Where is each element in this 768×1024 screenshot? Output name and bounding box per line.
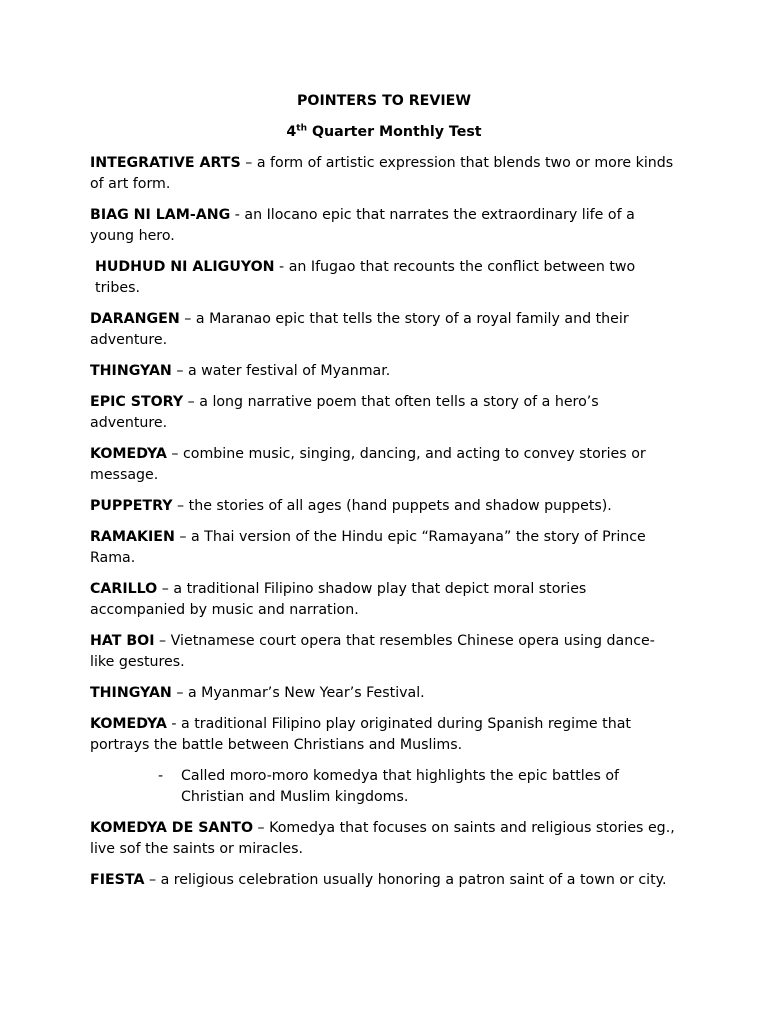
entry-separator: – [183, 394, 200, 410]
entry-definition: Komedya that focuses on saints and religious stories eg., live sof the saints or miracles. [90, 820, 675, 857]
entry-definition: Vietnamese court opera that resembles Chinese opera using dance-like gestures. [90, 633, 655, 670]
entry-term: KOMEDYA [90, 716, 167, 732]
entry-separator: – [171, 685, 188, 701]
entry-separator: – [253, 820, 270, 836]
entry-definition: a Myanmar’s New Year’s Festival. [187, 685, 425, 701]
glossary-entry [90, 309, 678, 351]
entry-separator: – [179, 311, 196, 327]
glossary-entry [90, 579, 678, 621]
glossary-entry [90, 392, 678, 434]
entry-definition: a long narrative poem that often tells a story of a hero’s adventure. [90, 394, 599, 431]
glossary-entry [90, 444, 678, 486]
document-subtitle [90, 123, 678, 141]
entry-list-after [90, 818, 678, 891]
subtitle-text: Quarter Monthly Test [307, 124, 482, 140]
entry-separator: - [166, 716, 182, 732]
glossary-entry [90, 683, 678, 704]
bullet-item [90, 766, 678, 808]
entry-list [90, 153, 678, 756]
entry-term: HAT BOI [90, 633, 155, 649]
entry-term: KOMEDYA [90, 446, 167, 462]
entry-definition: a Maranao epic that tells the story of a royal family and their adventure. [90, 311, 629, 348]
entry-separator: – [172, 498, 189, 514]
subtitle-superscript: th [296, 123, 308, 134]
entry-term: FIESTA [90, 872, 145, 888]
entry-term: THINGYAN [90, 363, 172, 379]
entry-definition: an Ilocano epic that narrates the extraordinary life of a young hero. [90, 207, 635, 244]
glossary-entry [90, 870, 678, 891]
entry-term: EPIC STORY [90, 394, 184, 410]
entry-separator: – [157, 581, 174, 597]
entry-definition: a traditional Filipino play originated during Spanish regime that portrays the battle between Christians and Muslims. [90, 716, 631, 753]
entry-separator: – [166, 446, 183, 462]
entry-definition: a traditional Filipino shadow play that depict moral stories accompanied by music and narration. [90, 581, 587, 618]
glossary-entry [90, 361, 678, 382]
entry-term: PUPPETRY [90, 498, 173, 514]
subtitle-number: 4 [286, 124, 297, 140]
entry-definition: a form of artistic expression that blends two or more kinds of art form. [90, 155, 674, 192]
entry-definition: combine music, singing, dancing, and acting to convey stories or message. [90, 446, 646, 483]
glossary-entry [90, 205, 678, 247]
entry-term: CARILLO [90, 581, 158, 597]
glossary-entry [90, 714, 678, 756]
entry-definition: a Thai version of the Hindu epic “Ramayana” the story of Prince Rama. [90, 529, 646, 566]
entry-separator: - [230, 207, 245, 223]
entry-separator: – [154, 633, 171, 649]
entry-definition: a religious celebration usually honoring a patron saint of a town or city. [160, 872, 667, 888]
document-title: POINTERS TO REVIEW [297, 93, 471, 109]
entry-term: KOMEDYA DE SANTO [90, 820, 254, 836]
entry-separator: – [240, 155, 257, 171]
entry-term: RAMAKIEN [90, 529, 175, 545]
entry-separator: – [171, 363, 188, 379]
bullet-dash: - [158, 768, 164, 784]
entry-term: DARANGEN [90, 311, 180, 327]
glossary-entry [90, 527, 678, 569]
entry-separator: – [174, 529, 191, 545]
entry-term: THINGYAN [90, 685, 172, 701]
entry-term: HUDHUD NI ALIGUYON [95, 259, 275, 275]
entry-term: INTEGRATIVE ARTS [90, 155, 241, 171]
entry-separator: - [274, 259, 289, 275]
glossary-entry [90, 153, 678, 195]
entry-definition: the stories of all ages (hand puppets and shadow puppets). [188, 498, 612, 514]
entry-definition: a water festival of Myanmar. [187, 363, 391, 379]
glossary-entry [90, 496, 678, 517]
entry-separator: – [144, 872, 161, 888]
bullet-text: Called moro-moro komedya that highlights the epic battles of Christian and Muslim kingdoms. [181, 768, 620, 805]
glossary-entry [90, 257, 678, 299]
glossary-entry [90, 631, 678, 673]
glossary-entry [90, 818, 678, 860]
entry-definition: an Ifugao that recounts the conflict between two tribes. [95, 259, 636, 296]
entry-term: BIAG NI LAM-ANG [90, 207, 231, 223]
